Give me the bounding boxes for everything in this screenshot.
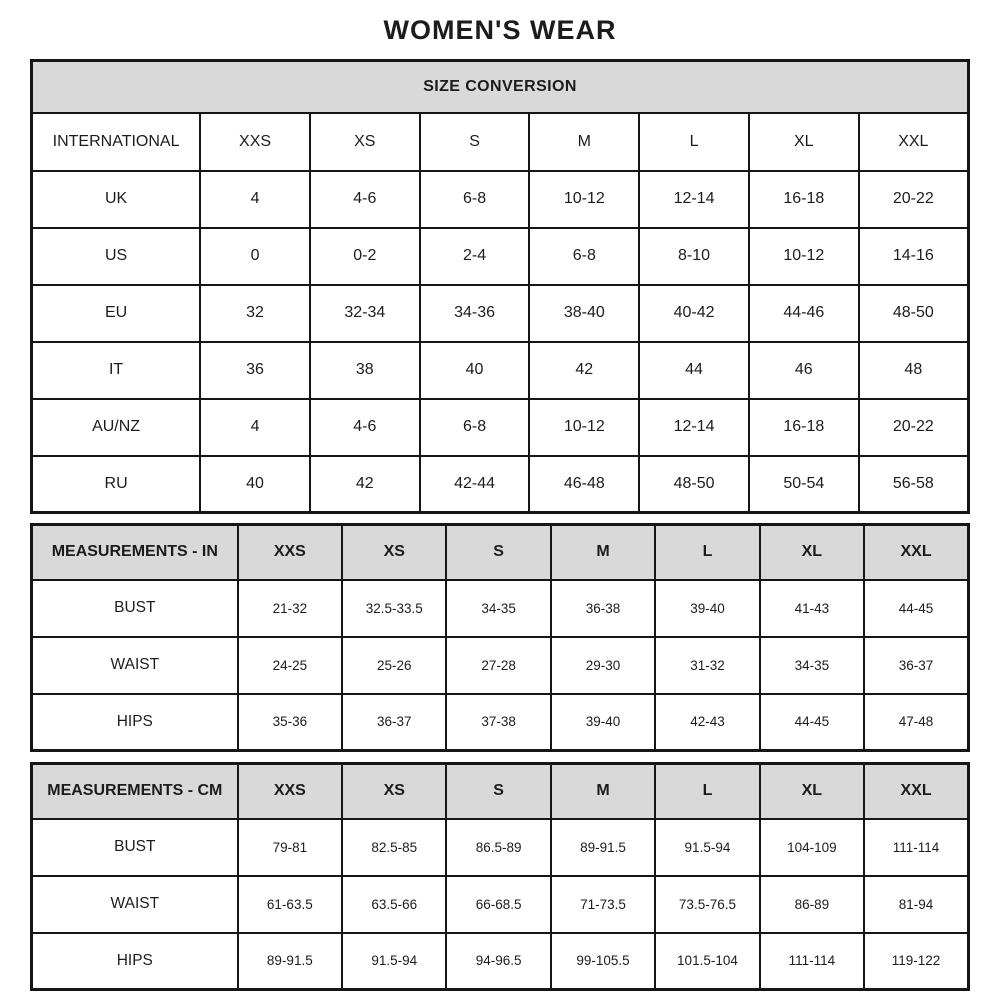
size-column-header: M [551,525,655,580]
size-column-header: S [446,764,550,819]
table-row [32,228,969,285]
value-cell: 119-122 [864,933,968,990]
table-row [32,285,969,342]
size-column-header: XS [342,764,446,819]
value-cell: 111-114 [760,933,864,990]
value-cell: 99-105.5 [551,933,655,990]
size-column-header: L [655,525,759,580]
table-row [32,876,969,933]
value-cell: 25-26 [342,637,446,694]
value-cell: 36-37 [864,637,968,694]
value-cell: 38-40 [529,285,639,342]
row-label: BUST [32,819,238,876]
value-cell: 36-37 [342,694,446,751]
value-cell: 34-35 [760,637,864,694]
size-column-header: XS [310,113,420,171]
value-cell: 6-8 [420,171,530,228]
value-cell: 40 [200,456,310,513]
value-cell: 44-46 [749,285,859,342]
value-cell: 42-44 [420,456,530,513]
value-cell: 36 [200,342,310,399]
value-cell: 16-18 [749,399,859,456]
measurements-cm-body [32,819,969,990]
value-cell: 86.5-89 [446,819,550,876]
value-cell: 91.5-94 [655,819,759,876]
row-label: HIPS [32,694,238,751]
international-column-header: INTERNATIONAL [32,113,201,171]
value-cell: 40-42 [639,285,749,342]
size-conversion-body [32,171,969,513]
value-cell: 89-91.5 [551,819,655,876]
value-cell: 61-63.5 [238,876,342,933]
value-cell: 66-68.5 [446,876,550,933]
size-column-header: S [420,113,530,171]
table-row [32,456,969,513]
value-cell: 39-40 [655,580,759,637]
table-row [32,819,969,876]
value-cell: 32-34 [310,285,420,342]
value-cell: 4-6 [310,171,420,228]
row-label: EU [32,285,201,342]
value-cell: 48-50 [639,456,749,513]
value-cell: 0 [200,228,310,285]
row-label: RU [32,456,201,513]
value-cell: 12-14 [639,399,749,456]
value-cell: 71-73.5 [551,876,655,933]
value-cell: 81-94 [864,876,968,933]
value-cell: 10-12 [529,399,639,456]
size-column-header: XL [760,764,864,819]
value-cell: 42 [529,342,639,399]
measurements-cm-header-row [32,764,969,819]
value-cell: 29-30 [551,637,655,694]
value-cell: 44 [639,342,749,399]
value-cell: 44-45 [760,694,864,751]
row-label: US [32,228,201,285]
value-cell: 10-12 [749,228,859,285]
measurements-in-header-row [32,525,969,580]
value-cell: 44-45 [864,580,968,637]
row-label: UK [32,171,201,228]
size-conversion-band-row [32,61,969,113]
value-cell: 27-28 [446,637,550,694]
value-cell: 56-58 [859,456,969,513]
value-cell: 50-54 [749,456,859,513]
row-label: WAIST [32,876,238,933]
measurements-in-title-cell: MEASUREMENTS - IN [32,525,238,580]
table-row [32,580,969,637]
value-cell: 104-109 [760,819,864,876]
size-column-header: XXS [238,764,342,819]
size-column-header: XXS [238,525,342,580]
value-cell: 48-50 [859,285,969,342]
measurements-in-table [30,523,970,752]
value-cell: 47-48 [864,694,968,751]
measurements-cm-title-cell: MEASUREMENTS - CM [32,764,238,819]
value-cell: 6-8 [529,228,639,285]
value-cell: 46 [749,342,859,399]
size-column-header: M [529,113,639,171]
value-cell: 63.5-66 [342,876,446,933]
value-cell: 20-22 [859,171,969,228]
size-column-header: XL [749,113,859,171]
value-cell: 89-91.5 [238,933,342,990]
value-cell: 32.5-33.5 [342,580,446,637]
value-cell: 48 [859,342,969,399]
size-column-header: XXS [200,113,310,171]
size-column-header: M [551,764,655,819]
size-conversion-table [30,59,970,514]
value-cell: 39-40 [551,694,655,751]
table-row [32,171,969,228]
size-column-header: XXL [864,525,968,580]
size-conversion-header: SIZE CONVERSION [32,61,969,113]
value-cell: 21-32 [238,580,342,637]
size-column-header: XXL [859,113,969,171]
value-cell: 82.5-85 [342,819,446,876]
value-cell: 73.5-76.5 [655,876,759,933]
value-cell: 111-114 [864,819,968,876]
size-conversion-columns-row [32,113,969,171]
value-cell: 94-96.5 [446,933,550,990]
value-cell: 14-16 [859,228,969,285]
value-cell: 40 [420,342,530,399]
size-column-header: XS [342,525,446,580]
value-cell: 4 [200,171,310,228]
value-cell: 24-25 [238,637,342,694]
table-row [32,342,969,399]
page-title: WOMEN'S WEAR [383,15,617,45]
size-column-header: L [655,764,759,819]
table-row [32,637,969,694]
value-cell: 46-48 [529,456,639,513]
value-cell: 79-81 [238,819,342,876]
value-cell: 8-10 [639,228,749,285]
value-cell: 36-38 [551,580,655,637]
value-cell: 86-89 [760,876,864,933]
measurements-in-body [32,580,969,751]
table-row [32,933,969,990]
table-row [32,694,969,751]
table-row [32,399,969,456]
value-cell: 4-6 [310,399,420,456]
value-cell: 37-38 [446,694,550,751]
row-label: BUST [32,580,238,637]
size-column-header: XXL [864,764,968,819]
row-label: HIPS [32,933,238,990]
value-cell: 4 [200,399,310,456]
value-cell: 31-32 [655,637,759,694]
value-cell: 16-18 [749,171,859,228]
value-cell: 91.5-94 [342,933,446,990]
measurements-cm-table [30,762,970,991]
size-column-header: XL [760,525,864,580]
value-cell: 34-35 [446,580,550,637]
value-cell: 32 [200,285,310,342]
value-cell: 10-12 [529,171,639,228]
row-label: WAIST [32,637,238,694]
value-cell: 42 [310,456,420,513]
value-cell: 20-22 [859,399,969,456]
value-cell: 6-8 [420,399,530,456]
value-cell: 38 [310,342,420,399]
value-cell: 12-14 [639,171,749,228]
value-cell: 41-43 [760,580,864,637]
row-label: AU/NZ [32,399,201,456]
value-cell: 0-2 [310,228,420,285]
value-cell: 34-36 [420,285,530,342]
size-column-header: L [639,113,749,171]
value-cell: 42-43 [655,694,759,751]
value-cell: 35-36 [238,694,342,751]
value-cell: 101.5-104 [655,933,759,990]
size-column-header: S [446,525,550,580]
value-cell: 2-4 [420,228,530,285]
row-label: IT [32,342,201,399]
